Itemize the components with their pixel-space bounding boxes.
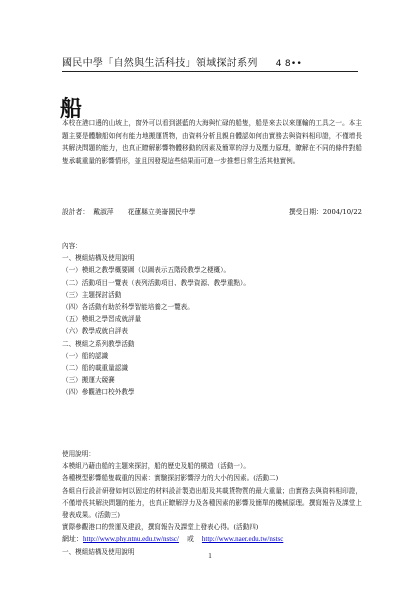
toc-item: （三）主題探討活動 xyxy=(62,290,122,299)
document-title: 船 xyxy=(60,96,83,122)
author-label: 設計者： xyxy=(62,208,90,216)
toc-item: （一）船的認識 xyxy=(62,351,109,360)
usage-heading: 使用說明： xyxy=(62,450,95,458)
author-name: 戴淑萍 xyxy=(93,208,114,216)
page-number: 1 xyxy=(208,552,212,560)
usage-footer-line: 一、模組結構及使用說明 xyxy=(62,547,135,556)
author-school: 花蓮縣立美崙國民中學 xyxy=(127,208,196,216)
toc-item: （三）搬運大競賽 xyxy=(62,376,115,385)
submission-date: 撰受日期：2004/10/22 xyxy=(288,208,362,216)
toc-item: 二、模組之系列教學活動 xyxy=(62,339,135,348)
header-title: 國民中學「自然與生活科技」領域探討系列 xyxy=(62,58,258,69)
page-header xyxy=(62,54,362,69)
toc-heading: 內容： xyxy=(62,242,82,250)
table-of-contents xyxy=(62,240,362,398)
toc-item: （二）活動項目一覽表（表列活動項目、教學資源、教學重點）。 xyxy=(62,278,250,287)
usage-line: 各種模型影響船隻載重的因素：實驗探討影響浮力的大小的因素。(活動二) xyxy=(62,474,279,483)
header-rule xyxy=(62,71,358,72)
toc-item: （五）模組之學習成就評量 xyxy=(62,315,142,324)
toc-item: （四）各活動有助於科學智能培養之一覽表。 xyxy=(62,302,194,311)
author-line xyxy=(62,206,362,216)
link-separator: 或 xyxy=(186,535,194,544)
link-ntnu[interactable]: http://www.phy.ntnu.edu.tw/nstsc/ xyxy=(83,535,179,544)
link-line xyxy=(62,533,362,545)
usage-line: 本模組乃藉由船的主題來探討，船的歷史及船的構造（活動一）。 xyxy=(62,462,250,471)
link-naer[interactable]: http://www.naer.edu.tw/nstsc xyxy=(201,535,284,544)
toc-item: （四）參觀港口校外教學 xyxy=(62,388,135,397)
toc-item: （一）模組之教學概要圖（以圖表示五階段教學之梗概）。 xyxy=(62,266,231,275)
link-label: 網址： xyxy=(62,535,83,544)
toc-item: （六）教學成就自評表 xyxy=(62,327,128,336)
series-number: 4 8•• xyxy=(275,59,303,69)
toc-item: （二）船的載重量認識 xyxy=(62,363,128,372)
toc-item: 一、模組結構及使用說明 xyxy=(62,254,135,263)
usage-line: 各組自行設計研發如何以固定的材料設計製造出船及其載貨物質的最大重量；由實務去與資料相印證，不僅增長其解決問題的能力，也真正瞭解浮力及各種因素的影響及簡單的機械原理。撰寫報告及課堂上發表成果。(活動三) xyxy=(62,486,362,520)
usage-line: 實際參觀港口的營運及建設，撰寫報告及課堂上發表心得。(活動四) xyxy=(62,523,259,532)
intro-paragraph: 本校在港口邊的山坡上，窗外可以看到湛藍的大海與忙碌的船隻，船是來去以來運輸的工具之一。本主題主要是體驗船如何有能力地搬運貨物，由資料分析且親自體認如何由實務去與資料相印證，不僅增長其解決問題的能力，也真正瞭解影響物體移動的因素及簡單的浮力及壓力原理，瞭解在不同的條件對船隻承載重量的影響情形，並且因發現這些結果而可進一步推想日常生活其他實例。 xyxy=(62,119,362,165)
usage-section xyxy=(62,448,362,558)
